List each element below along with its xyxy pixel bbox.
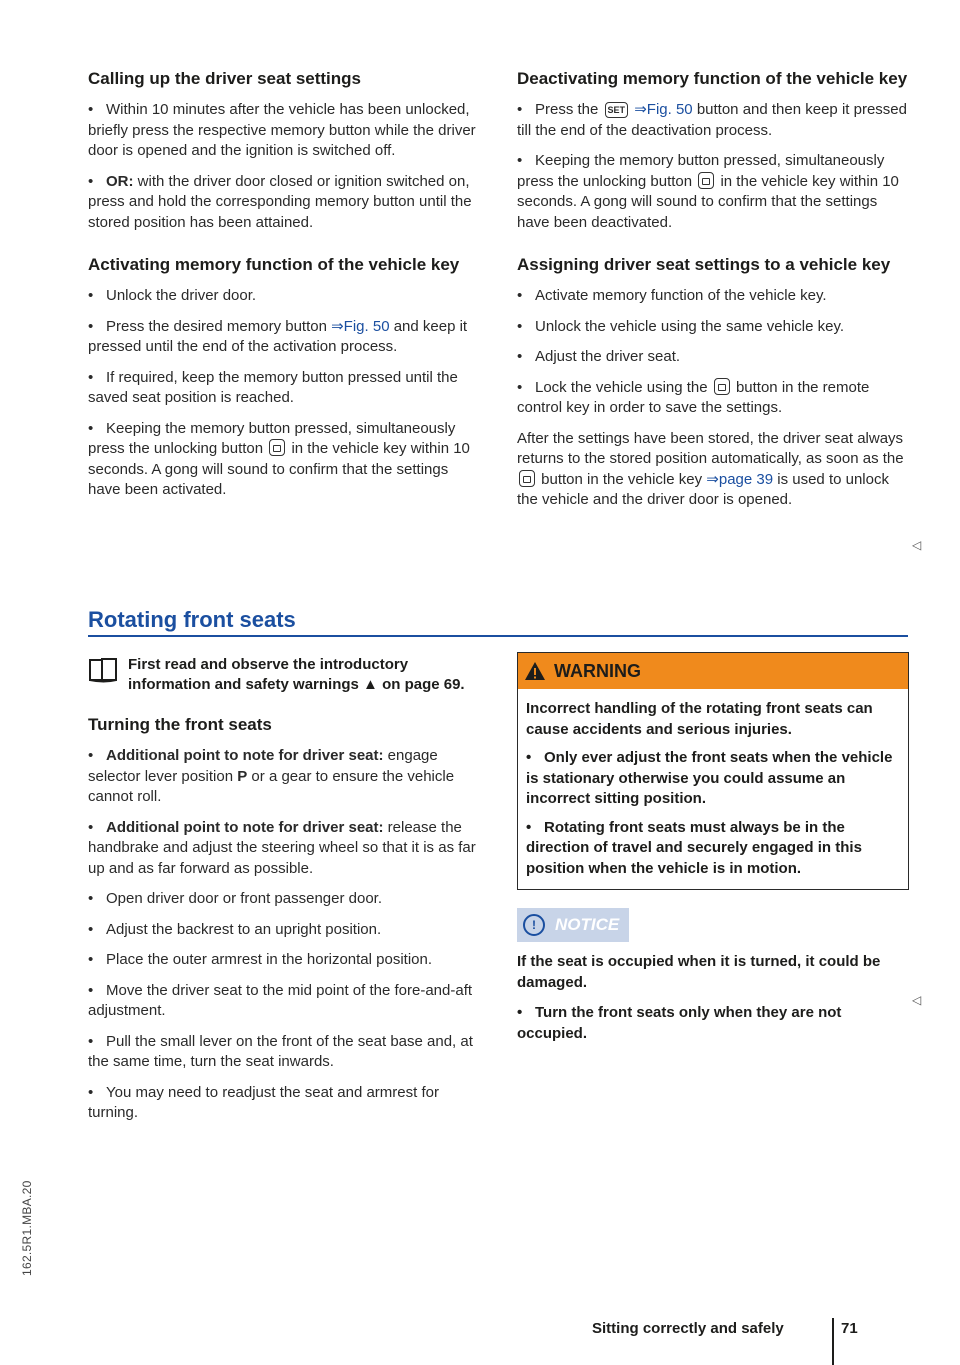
page-39-link[interactable]: ⇒page 39	[706, 470, 774, 488]
bullet-unlock-vehicle: • Unlock the vehicle using the same vehicle key.	[517, 317, 845, 335]
notice-block	[517, 908, 909, 1044]
set-key-icon: SET	[605, 102, 629, 118]
bullet-unlock-driver-door: • Unlock the driver door.	[88, 287, 257, 304]
bullet-driver-seat-selector: • Additional point to note for driver seat: engage selector lever position P or a gear to ensure the vehicle cannot roll.	[88, 747, 455, 805]
footer-chapter: Sitting correctly and safely	[592, 1320, 784, 1337]
left-column-bottom	[88, 655, 480, 1134]
bullet-press-memory-button: • Press the desired memory button ⇒Fig. 50 and keep it pressed until the end of the activation process.	[88, 317, 468, 355]
heading-deactivating-memory: Deactivating memory function of the vehicle key	[517, 69, 908, 88]
section-divider	[88, 635, 908, 637]
unlock-key-icon	[269, 439, 285, 456]
bullet-open-door: • Open driver door or front passenger door.	[88, 890, 382, 907]
warning-bullet-1: • Only ever adjust the front seats when the vehicle is stationary otherwise you could assume an incorrect sitting position.	[526, 749, 893, 807]
right-column-bottom	[517, 652, 909, 1054]
notice-badge: ! NOTICE	[517, 908, 629, 942]
notice-info-icon: !	[523, 914, 545, 936]
unlock-key-icon-3	[519, 470, 535, 487]
bullet-activate-memory: • Activate memory function of the vehicle key.	[517, 287, 827, 304]
bullet-move-seat-mid: • Move the driver seat to the mid point of the fore-and-aft adjustment.	[88, 981, 473, 1019]
heading-activating-memory: Activating memory function of the vehicle key	[88, 255, 460, 274]
bullet-readjust: • You may need to readjust the seat and armrest for turning.	[88, 1083, 439, 1121]
bullet-adjust-driver-seat: • Adjust the driver seat.	[517, 348, 681, 365]
bullet-driver-seat-handbrake: • Additional point to note for driver seat: release the handbrake and adjust the steering wheel so that it is as far up and as far forward as possible.	[88, 818, 476, 877]
bullet-keeping-memory-pressed-deact: • Keeping the memory button pressed, simultaneously press the unlocking button in the vehicle key within 10 seconds. A gong will sound to confirm that the settings have been deactivated.	[517, 152, 899, 231]
book-icon	[88, 655, 128, 695]
warning-header	[518, 653, 908, 689]
warning-box	[517, 652, 909, 890]
bullet-press-set: • Press the SET ⇒Fig. 50 button and then keep it pressed till the end of the deactivation process.	[517, 101, 907, 139]
notice-intro: If the seat is occupied when it is turned, it could be damaged.	[517, 953, 881, 991]
heading-turning-front-seats: Turning the front seats	[88, 715, 272, 734]
right-column-top	[517, 67, 909, 521]
lock-key-icon	[714, 378, 730, 395]
paragraph-after-settings-stored: After the settings have been stored, the driver seat always returns to the stored position automatically, as soon as the button in the vehicle key ⇒page 39 is used to unlock the vehicle and the driver door is opened.	[517, 429, 904, 508]
bullet-pull-lever: • Pull the small lever on the front of the seat base and, at the same time, turn the seat inwards.	[88, 1032, 473, 1070]
page-number: 71	[841, 1320, 858, 1337]
warning-label: WARNING	[554, 660, 641, 681]
bullet-outer-armrest: • Place the outer armrest in the horizontal position.	[88, 951, 433, 968]
notice-bullet-1: • Turn the front seats only when they are not occupied.	[517, 1004, 842, 1042]
warning-body	[518, 689, 908, 889]
read-first-note: First read and observe the introductory information and safety warnings ▲ on page 69.	[88, 655, 480, 695]
footer-divider	[832, 1318, 834, 1365]
fig-50-link-2[interactable]: ⇒Fig. 50	[634, 101, 693, 118]
side-document-code: 162.5R1.MBA.20	[20, 1180, 34, 1276]
fig-50-link[interactable]: ⇒Fig. 50	[331, 317, 390, 335]
bullet-keep-pressed: • If required, keep the memory button pressed until the saved seat position is reached.	[88, 368, 458, 406]
bullet-or-driver-door: • OR: with the driver door closed or ignition switched on, press and hold the corresponding memory button until the stored position has been attained.	[88, 172, 472, 231]
end-mark-triangle-2: ◁	[912, 993, 922, 1007]
end-mark-triangle: ◁	[912, 538, 922, 552]
left-column-top	[88, 67, 480, 511]
heading-calling-up: Calling up the driver seat settings	[88, 69, 362, 88]
warning-triangle-icon: ▲	[363, 676, 378, 693]
bullet-within-10-minutes: • Within 10 minutes after the vehicle has been unlocked, briefly press the respective memory button while the driver door is opened and the ignition is switched off.	[88, 101, 476, 159]
section-title: Rotating front seats	[88, 607, 296, 632]
heading-assigning-settings: Assigning driver seat settings to a vehicle key	[517, 255, 891, 274]
bullet-keeping-memory-pressed: • Keeping the memory button pressed, simultaneously press the unlocking button in the vehicle key within 10 seconds. A gong will sound to confirm that the settings have been activated.	[88, 419, 470, 498]
unlock-key-icon-2	[698, 172, 714, 189]
bullet-lock-vehicle: • Lock the vehicle using the button in the remote control key in order to save the settings.	[517, 378, 870, 416]
warning-bullet-2: • Rotating front seats must always be in the direction of travel and securely engaged in this position when the vehicle is in motion.	[526, 818, 862, 877]
bullet-adjust-backrest: • Adjust the backrest to an upright position.	[88, 920, 382, 938]
warning-triangle-icon-header	[524, 661, 546, 681]
warning-intro: Incorrect handling of the rotating front seats can cause accidents and serious injuries.	[526, 700, 873, 738]
